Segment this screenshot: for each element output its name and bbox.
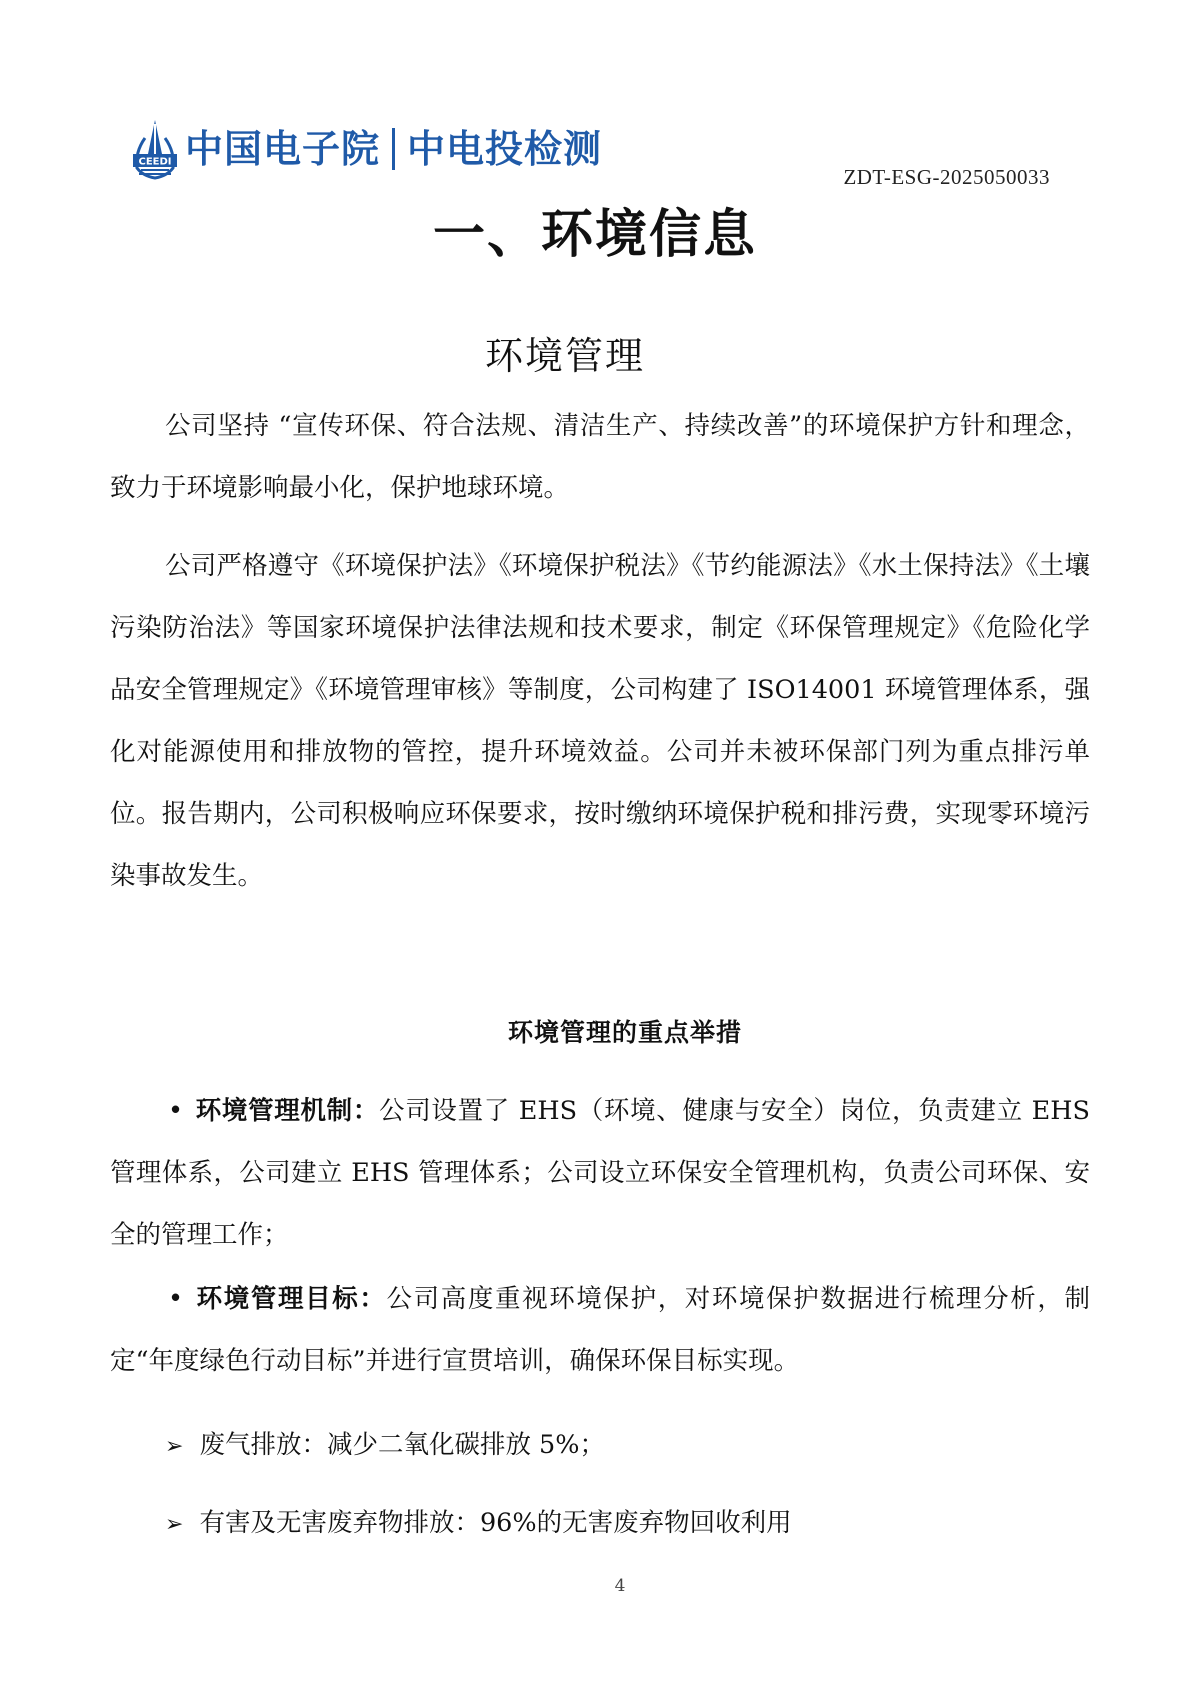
- bullet-text: 公司设置了 EHS（环境、健康与安全）岗位，负责建立 EHS 管理体系，公司建立 EHS 管理体系；公司设立环保安全管理机构，负责公司环保、安全的管理工作；: [110, 1096, 1090, 1250]
- section-title: 环境管理: [484, 334, 645, 378]
- paragraph-compliance: 公司严格遵守《环境保护法》《环境保护税法》《节约能源法》《水土保持法》《土壤污染防治法》等国家环境保护法律法规和技术要求，制定《环保管理规定》《危险化学品安全管理规定》《环境管理审核》等制度，公司构建了 ISO14001 环境管理体系，强化对能源使用和排放物的管控，提升环境效益。公司并未被环保部门列为重点排污单位。报告期内，公司积极响应环保要求，按时缴纳环境保护税和排污费，实现零环境污染事故发生。: [110, 551, 1090, 891]
- target-item-emission: [165, 1425, 605, 1461]
- bullet-marker: •: [168, 1284, 184, 1314]
- bullet-mechanism: [110, 1080, 1090, 1266]
- company-logo: [131, 118, 602, 180]
- bullet-label: 环境管理机制：: [195, 1096, 380, 1126]
- chapter-title: 一、环境信息: [432, 205, 757, 265]
- logo-name-right: 中电投检测: [407, 127, 603, 171]
- logo-divider: [392, 128, 395, 170]
- bullet-text: 公司高度重视环境保护，对环境保护数据进行梳理分析，制定“年度绿色行动目标”并进行宣贯培训，确保环保目标实现。: [110, 1284, 1090, 1376]
- page-number: 4: [614, 1576, 626, 1596]
- arrow-bullet-icon: ➢: [165, 1434, 184, 1459]
- ceedi-tower-icon: [131, 118, 179, 180]
- subsection-title: 环境管理的重点举措: [507, 1018, 742, 1047]
- bullet-label: 环境管理目标：: [195, 1284, 387, 1314]
- paragraph-policy: 公司坚持 “宣传环保、符合法规、清洁生产、持续改善”的环境保护方针和理念，致力于环境影响最小化，保护地球环境。: [110, 411, 1090, 503]
- bullet-marker: •: [168, 1096, 184, 1126]
- logo-name-left: 中国电子院: [185, 127, 381, 171]
- document-code: ZDT-ESG-2025050033: [843, 165, 1050, 189]
- logo-wordmark: [185, 128, 602, 170]
- target-text: 废气排放：减少二氧化碳排放 5%；: [199, 1430, 605, 1460]
- target-item-waste: [165, 1503, 792, 1539]
- bullet-targets: [110, 1268, 1090, 1392]
- target-text: 有害及无害废弃物排放：96%的无害废弃物回收利用: [199, 1508, 792, 1538]
- logo-mark-text: CEEDI: [138, 156, 172, 168]
- arrow-bullet-icon: ➢: [165, 1512, 184, 1537]
